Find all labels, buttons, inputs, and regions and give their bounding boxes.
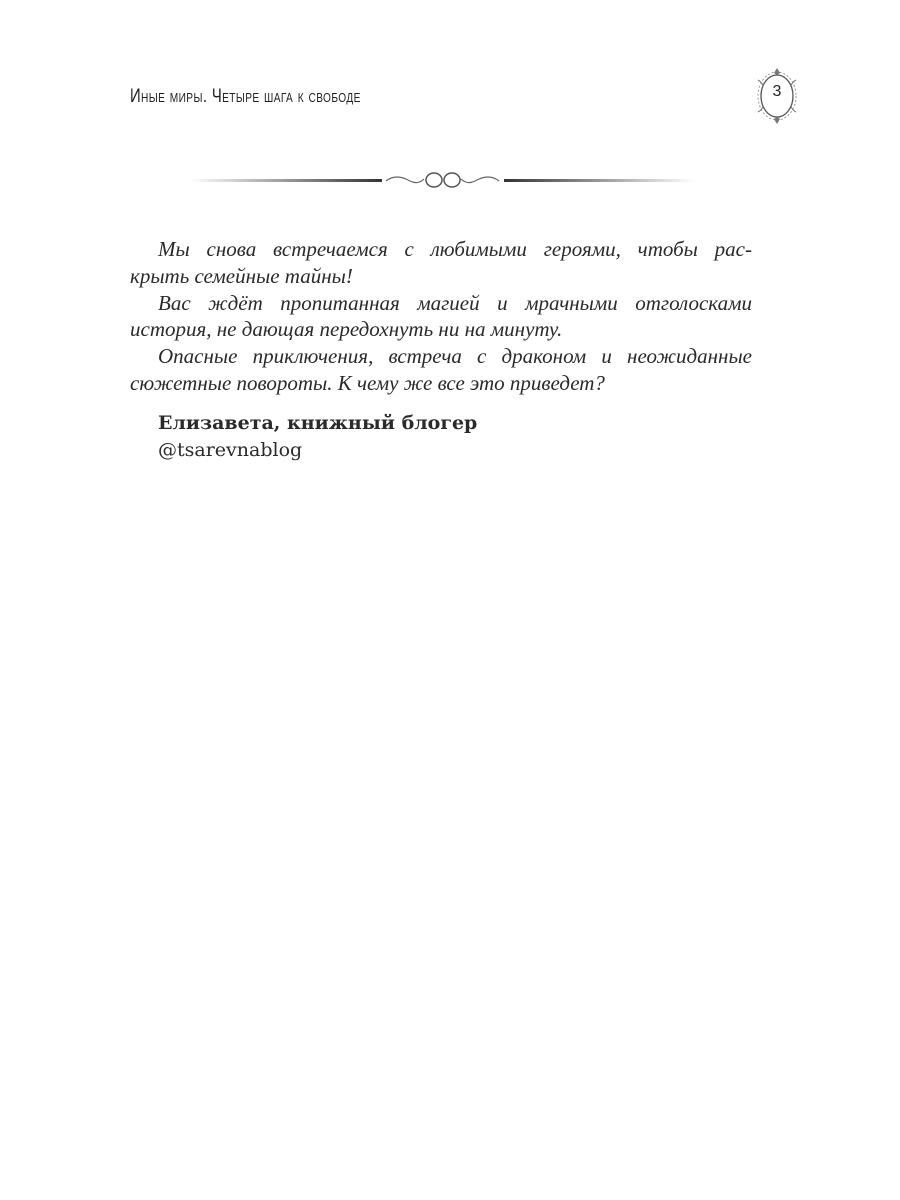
signature [158, 410, 477, 464]
running-title: Иные миры. Четыре шага к свободе [130, 86, 361, 107]
text-line: Мы снова встречаемся с любимыми героями, чтобы рас- [158, 237, 752, 261]
page-number-badge [752, 66, 802, 126]
paragraph-1 [130, 236, 752, 397]
text-line: история, не дающая передохнуть ни на минуту. [130, 317, 563, 342]
text-line: сюжетные повороты. К чему же все это приведет? [130, 370, 605, 395]
page-number: 3 [772, 83, 782, 100]
author-handle: @tsarevnablog [158, 439, 303, 461]
text-line: Опасные приключения, встреча с драконом и неожиданные [158, 344, 752, 369]
text-line: крыть семейные тайны! [130, 263, 353, 288]
text-line: Вас ждёт пропитанная магией и мрачными отголосками [158, 290, 752, 315]
ornamental-divider-icon [190, 168, 695, 192]
author-name: Елизавета, книжный блогер [158, 412, 478, 434]
